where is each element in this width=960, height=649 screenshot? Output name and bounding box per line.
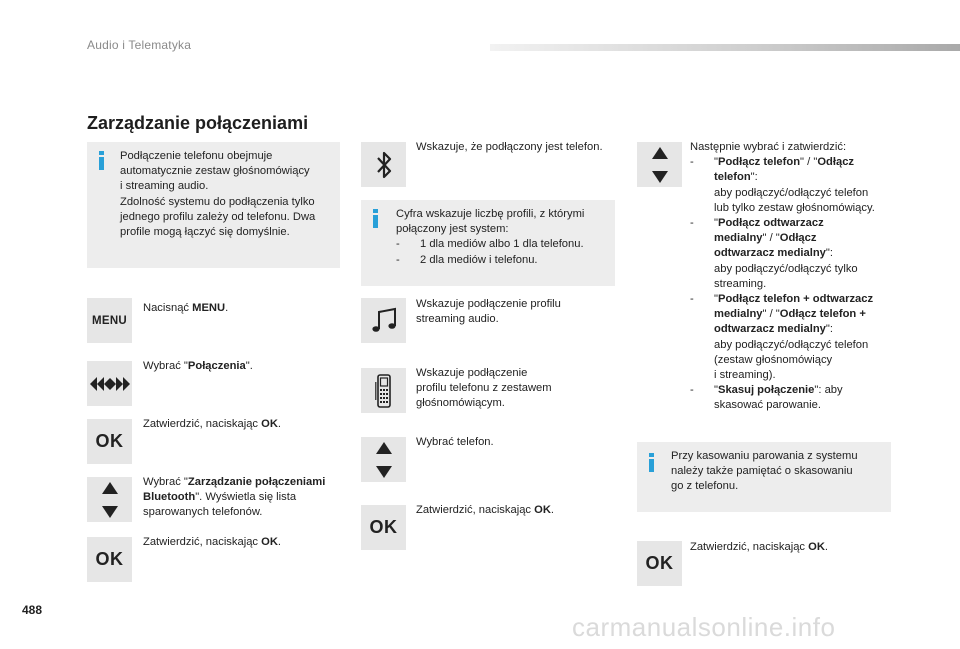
page-title: Zarządzanie połączeniami: [87, 113, 309, 133]
ok-button-icon: OK: [361, 505, 406, 550]
left-right-arrows-icon: [87, 361, 132, 406]
info-box-connection: [87, 142, 340, 268]
ok-button-icon: OK: [87, 537, 132, 582]
music-description: Wskazuje podłączenie profilu streaming audio.: [416, 298, 561, 326]
phone-description: Wskazuje podłączenie profilu telefonu z zestawem głośnomówiącym.: [416, 367, 552, 410]
step-select-phone: Wybrać telefon.: [416, 436, 494, 448]
option-connect-phone-media: - "Podłącz telefon + odtwarzacz medialny" / "Odłącz telefon + odtwarzacz medialny": aby podłączyć/odłączyć telefon (zestaw głośnomówiący i streaming).: [690, 292, 900, 383]
ok-button-icon: OK: [87, 419, 132, 464]
page-number: 488: [22, 603, 43, 617]
up-down-arrows-icon: [361, 437, 406, 482]
section-header: Audio i Telematyka: [87, 38, 192, 52]
up-down-arrows-icon: [637, 142, 682, 187]
menu-button-icon: MENU: [87, 298, 132, 343]
option-delete-connection: - "Skasuj połączenie": aby skasować parowanie.: [690, 383, 900, 413]
header-gradient-bar: [490, 44, 960, 51]
bluetooth-icon: [361, 142, 406, 187]
mobile-phone-icon: [361, 368, 406, 413]
info-icon: [649, 453, 654, 473]
info-icon: [99, 151, 104, 171]
options-list: Następnie wybrać i zatwierdzić: - "Podłącz telefon" / "Odłącz telefon": aby podłączyć/odłączyć telefon lub tylko zestaw głośnomówiący. - "Podłącz odtwarzacz medialny" / "Odłącz odtwarzacz medialny": aby podłączyć/odłączyć tylko streaming. - "Podłącz telefon + odtwarzacz medialny" / "Odłącz telefon + odtwarzacz medialny": aby podłączyć/odłączyć telefon (zestaw głośnomówiący i streaming). - "Skasuj połączenie": aby skasować parowanie.: [690, 140, 900, 414]
music-note-icon: [361, 298, 406, 343]
step-press-menu: Nacisnąć MENU.: [143, 302, 229, 314]
info-text: Cyfra wskazuje liczbę profili, z którymi połączony jest system: - 1 dla mediów albo 1 dla telefonu. - 2 dla mediów i telefonu.: [396, 207, 611, 268]
info-icon: [373, 209, 378, 229]
info-box-profiles: [361, 200, 615, 286]
info-text: Podłączenie telefonu obejmuje automatycznie zestaw głośnomówiący i streaming audio. Zdolność systemu do podłączenia tylko jednego profilu zależy od telefonu. Dwa profile mogą łączyć się domyślnie.: [120, 150, 316, 239]
watermark: carmanualsonline.info: [572, 612, 836, 642]
step-select-bt-management: Wybrać "Zarządzanie połączeniami Bluetooth". Wyświetla się lista sparowanych telefonów.: [143, 476, 326, 519]
info-box-delete: [637, 442, 891, 512]
bluetooth-description: Wskazuje, że podłączony jest telefon.: [416, 141, 603, 153]
info-text: Przy kasowaniu parowania z systemu należy także pamiętać o skasowaniu go z telefonu.: [671, 450, 858, 493]
up-down-arrows-icon: [87, 477, 132, 522]
step-select-connections: Wybrać "Połączenia".: [143, 360, 253, 372]
option-connect-phone: - "Podłącz telefon" / "Odłącz telefon": aby podłączyć/odłączyć telefon lub tylko zestaw głośnomówiący.: [690, 155, 900, 216]
option-connect-media: - "Podłącz odtwarzacz medialny" / "Odłącz odtwarzacz medialny": aby podłączyć/odłączyć tylko streaming.: [690, 216, 900, 292]
step-confirm-ok: Zatwierdzić, naciskając OK.: [416, 504, 555, 516]
step-confirm-ok: Zatwierdzić, naciskając OK.: [143, 536, 282, 548]
step-confirm-ok: Zatwierdzić, naciskając OK.: [690, 541, 829, 553]
step-confirm-ok: Zatwierdzić, naciskając OK.: [143, 418, 282, 430]
ok-button-icon: OK: [637, 541, 682, 586]
